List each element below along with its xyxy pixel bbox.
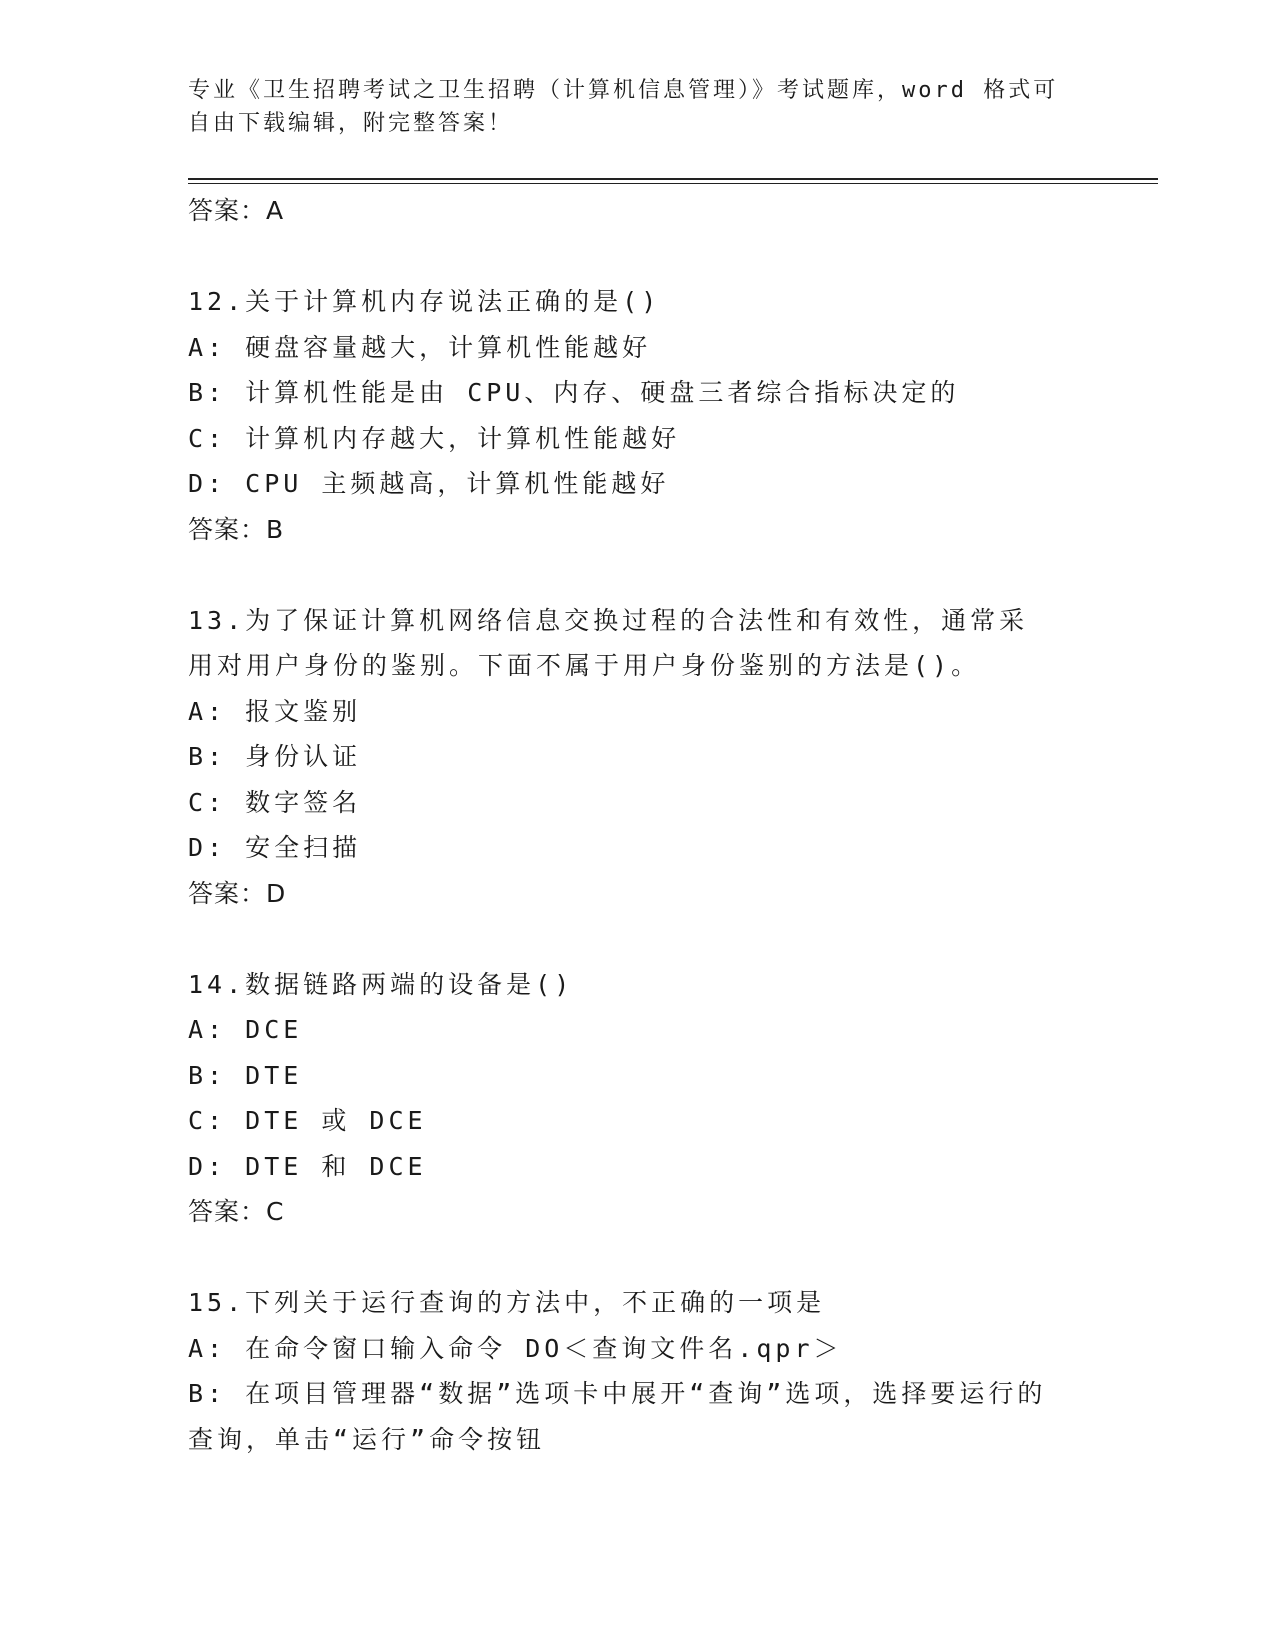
option-b: B: 在项目管理器“数据”选项卡中展开“查询”选项，选择要运行的查询，单击“运行”命令按钮 bbox=[188, 1379, 1047, 1454]
spacer bbox=[188, 552, 1088, 598]
option-c: C: 数字签名 bbox=[188, 787, 362, 817]
option-a: A: 硬盘容量越大，计算机性能越好 bbox=[188, 332, 652, 362]
question-block bbox=[188, 279, 1088, 552]
option-b: B: 身份认证 bbox=[188, 742, 362, 771]
question-text: 14.数据链路两端的设备是() bbox=[188, 969, 574, 999]
answer-line: 答案：A bbox=[188, 196, 285, 225]
option-d: D: DTE 和 DCE bbox=[188, 1151, 427, 1181]
answer-line: 答案：B bbox=[188, 514, 285, 544]
option-d: D: CPU 主频越高，计算机性能越好 bbox=[188, 469, 670, 498]
option-a: A: 在命令窗口输入命令 DO＜查询文件名.qpr＞ bbox=[188, 1333, 843, 1363]
question-block bbox=[188, 1280, 1088, 1462]
option-c: C: 计算机内存越大，计算机性能越好 bbox=[188, 423, 681, 453]
option-c: C: DTE 或 DCE bbox=[188, 1106, 427, 1135]
header-divider-thin bbox=[188, 183, 1158, 184]
spacer bbox=[188, 916, 1088, 962]
option-b: B: DTE bbox=[188, 1060, 303, 1090]
question-block bbox=[188, 598, 1088, 917]
header-divider-thick bbox=[188, 178, 1158, 180]
option-a: A: DCE bbox=[188, 1015, 303, 1044]
question-block bbox=[188, 962, 1088, 1235]
option-a: A: 报文鉴别 bbox=[188, 696, 362, 726]
answer-line: 答案：C bbox=[188, 1197, 285, 1226]
option-b: B: 计算机性能是由 CPU、内存、硬盘三者综合指标决定的 bbox=[188, 378, 960, 407]
spacer bbox=[188, 234, 1088, 280]
question-text: 13.为了保证计算机网络信息交换过程的合法性和有效性，通常采用对用户身份的鉴别。下面不属于用户身份鉴别的方法是()。 bbox=[188, 605, 1029, 680]
option-d: D: 安全扫描 bbox=[188, 833, 362, 862]
question-text: 15.下列关于运行查询的方法中，不正确的一项是 bbox=[188, 1288, 826, 1317]
spacer bbox=[188, 1235, 1088, 1281]
question-list bbox=[188, 188, 1088, 1462]
document-header: 专业《卫生招聘考试之卫生招聘（计算机信息管理）》考试题库，word 格式可自由下载编辑，附完整答案！ bbox=[188, 78, 1059, 136]
answer-line: 答案：D bbox=[188, 878, 287, 908]
question-text: 12.关于计算机内存说法正确的是() bbox=[188, 287, 661, 316]
